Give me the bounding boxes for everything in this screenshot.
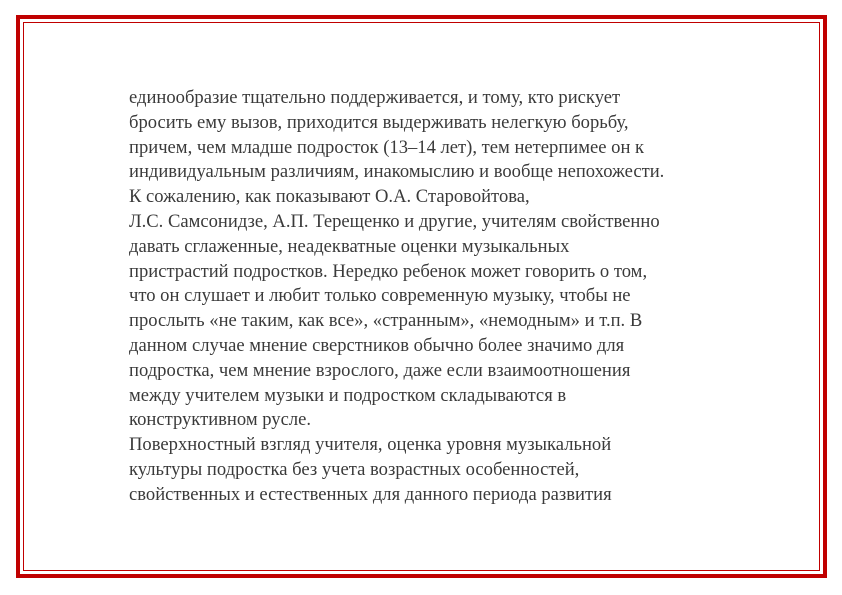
text-line: давать сглаженные, неадекватные оценки музыкальных [129,235,570,257]
text-line: прослыть «не таким, как все», «странным», «немодным» и т.п. В [129,310,643,332]
text-line: подростка, чем мнение взрослого, даже если взаимоотношения [129,359,631,381]
text-line: культуры подростка без учета возрастных особенностей, [129,458,580,480]
text-line: что он слушает и любит только современную музыку, чтобы не [129,285,631,307]
text-line: К сожалению, как показывают О.А. Старовойтова, [129,186,530,208]
slide-body-text [129,86,769,508]
text-line: свойственных и естественных для данного периода развития [129,483,612,505]
text-line: причем, чем младше подросток (13–14 лет), тем нетерпимее он к [129,136,645,158]
text-line: конструктивном русле. [129,409,312,431]
text-line: Поверхностный взгляд учителя, оценка уровня музыкальной [129,434,612,456]
text-line: индивидуальным различиям, инакомыслию и вообще непохожести. [129,161,665,183]
text-line: данном случае мнение сверстников обычно более значимо для [129,334,625,356]
text-line: пристрастий подростков. Нередко ребенок может говорить о том, [129,260,648,282]
text-line: Л.С. Самсонидзе, А.П. Терещенко и другие, учителям свойственно [129,210,660,232]
text-line: между учителем музыки и подростком складываются в [129,384,567,406]
text-line: бросить ему вызов, приходится выдерживать нелегкую борьбу, [129,111,629,133]
text-line: единообразие тщательно поддерживается, и тому, кто рискует [129,87,621,108]
